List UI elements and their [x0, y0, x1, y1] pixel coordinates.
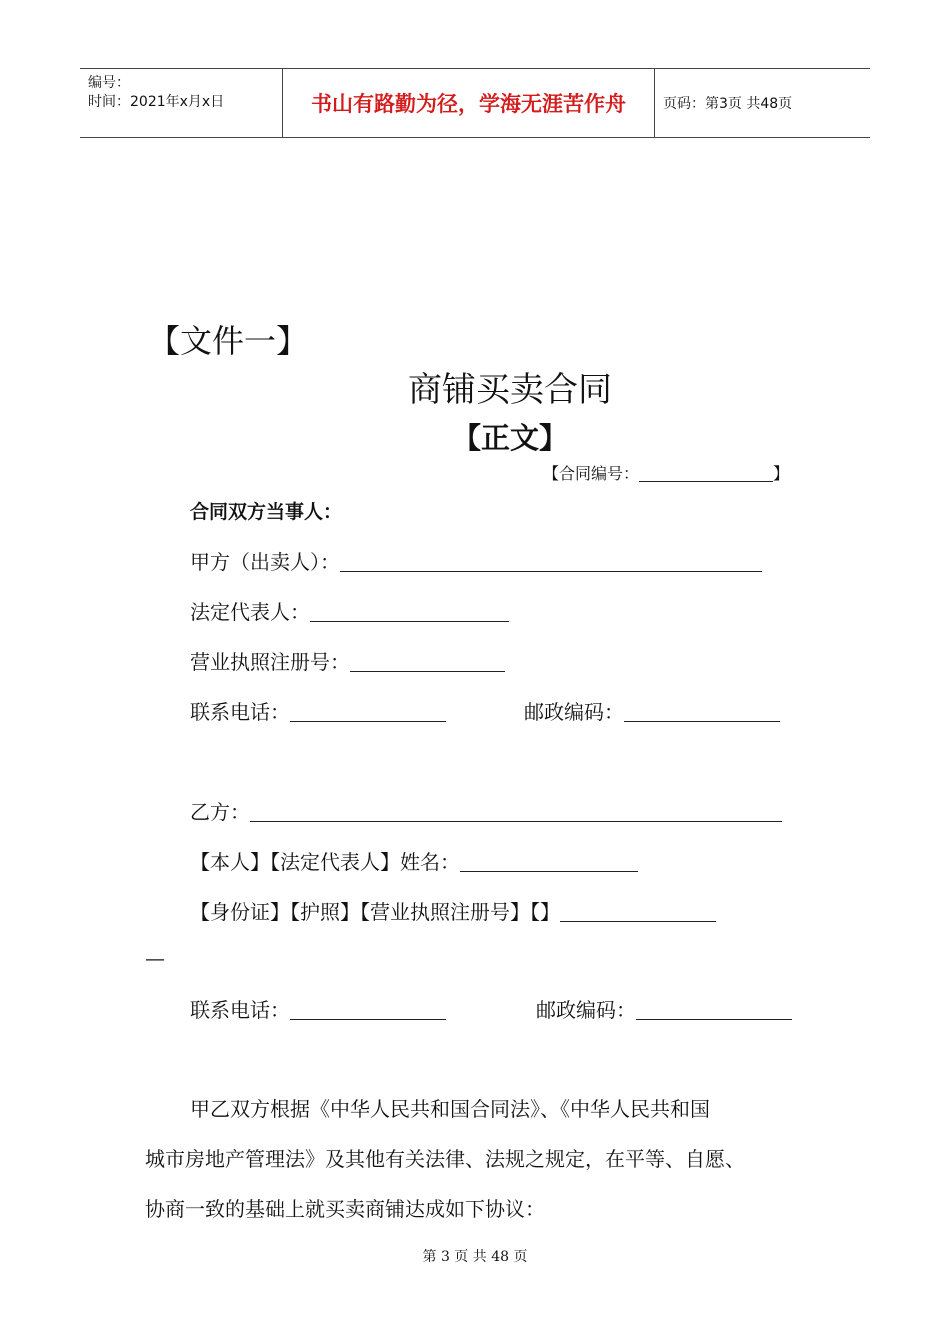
contract-number-blank [639, 461, 773, 482]
phone-a-blank [290, 701, 446, 722]
file-tag: 【文件一】 [148, 322, 309, 360]
phone-a-row [190, 696, 446, 725]
phone-a-label: 联系电话： [190, 700, 290, 724]
postal-a-blank [624, 701, 780, 722]
header-page-info: 页码：第3页 共48页 [663, 96, 793, 112]
contract-number [543, 461, 789, 484]
legal-rep-row [190, 596, 509, 625]
legal-rep-blank [310, 601, 509, 622]
license-row [190, 646, 505, 675]
header-meta-cell [80, 69, 283, 137]
page-header [80, 68, 870, 138]
party-b-label: 乙方： [190, 800, 250, 824]
legal-rep-label: 法定代表人： [190, 600, 310, 624]
name-row [190, 846, 638, 875]
id-row-tail: — [145, 946, 165, 970]
paragraph-line-3: 协商一致的基础上就买卖商铺达成如下协议： [145, 1197, 545, 1221]
party-b-blank [250, 801, 782, 822]
contract-number-close: 】 [773, 464, 790, 483]
id-row [190, 896, 716, 925]
postal-b-row [536, 994, 792, 1023]
license-blank [350, 651, 505, 672]
header-number: 编号： [88, 75, 130, 91]
name-label: 【本人】【法定代表人】姓名： [190, 850, 460, 874]
postal-a-label: 邮政编码： [524, 700, 624, 724]
license-label: 营业执照注册号： [190, 650, 350, 674]
party-a-row [190, 546, 762, 575]
party-a-label: 甲方（出卖人）： [190, 550, 340, 574]
party-a-blank [340, 551, 762, 572]
page-footer: 第 3 页 共 48 页 [422, 1249, 528, 1265]
paragraph-line-1: 甲乙双方根据《中华人民共和国合同法》、《中华人民共和国 [190, 1097, 710, 1121]
header-time: 时间：2021年x月x日 [88, 94, 225, 110]
party-b-row [190, 796, 782, 825]
contract-number-label: 【合同编号： [543, 464, 640, 483]
name-blank [460, 851, 638, 872]
document-subtitle: 【正文】 [451, 421, 568, 455]
document-title: 商铺买卖合同 [408, 370, 612, 410]
postal-a-row [524, 696, 780, 725]
id-label: 【身份证】【护照】【营业执照注册号】【】 [190, 900, 560, 924]
postal-b-blank [636, 999, 792, 1020]
phone-b-row [190, 994, 446, 1023]
postal-b-label: 邮政编码： [536, 998, 636, 1022]
id-blank [560, 901, 716, 922]
parties-heading: 合同双方当事人： [190, 501, 343, 523]
phone-b-label: 联系电话： [190, 998, 290, 1022]
phone-b-blank [290, 999, 446, 1020]
header-motto: 书山有路勤为径，学海无涯苦作舟 [283, 69, 655, 137]
paragraph-line-2: 城市房地产管理法》及其他有关法律、法规之规定，在平等、自愿、 [145, 1147, 745, 1171]
